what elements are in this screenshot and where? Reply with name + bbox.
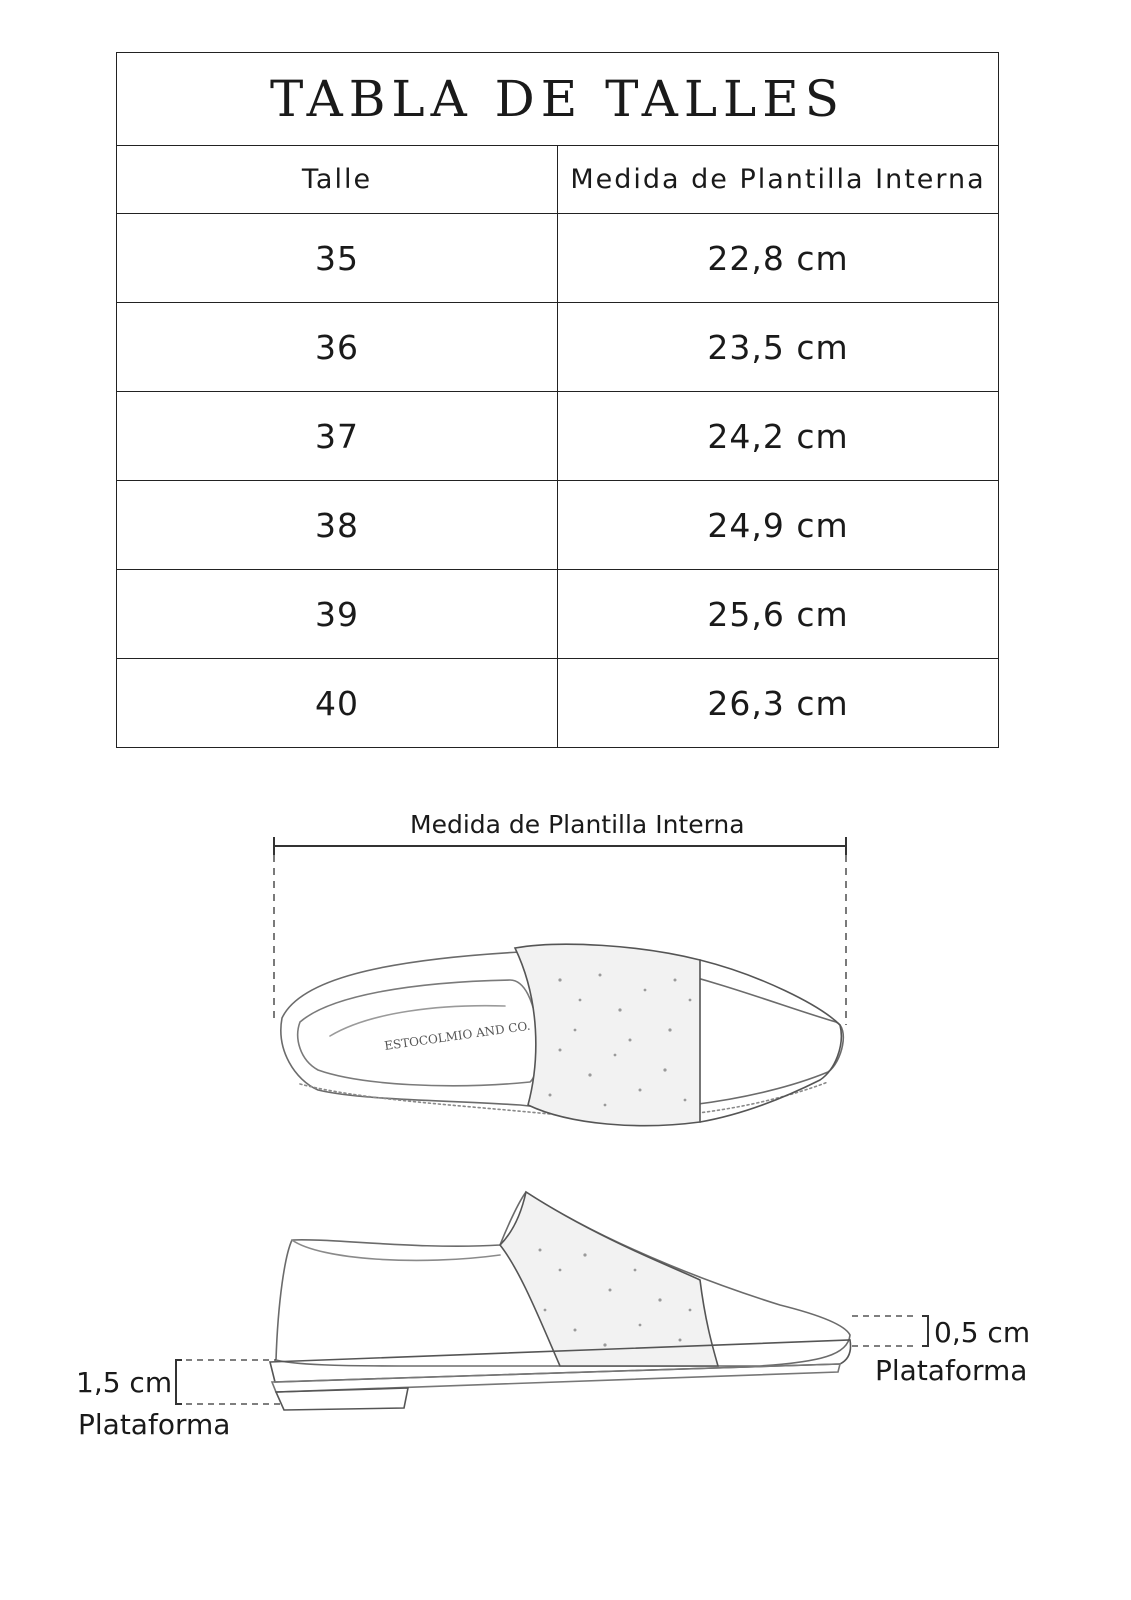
length-label: Medida de Plantilla Interna	[410, 810, 745, 839]
toe-height-value: 0,5 cm	[934, 1316, 1031, 1349]
table-row	[117, 214, 999, 303]
toe-platform-label: Plataforma	[875, 1354, 1028, 1387]
shoe-side-view-sketch	[270, 1192, 851, 1410]
table-row	[117, 392, 999, 481]
header-size: Talle	[117, 146, 558, 214]
size-cell: 35	[117, 214, 558, 303]
size-cell: 39	[117, 570, 558, 659]
insole-brand-text: ESTOCOLMIO AND CO.	[383, 1018, 532, 1053]
measure-cell: 26,3 cm	[558, 659, 999, 748]
shoe-diagram	[0, 800, 1131, 1580]
measure-cell: 23,5 cm	[558, 303, 999, 392]
size-cell: 40	[117, 659, 558, 748]
header-row	[117, 146, 999, 214]
measure-cell: 25,6 cm	[558, 570, 999, 659]
heel-height-value: 1,5 cm	[76, 1366, 173, 1399]
heel-platform-label: Plataforma	[78, 1408, 231, 1441]
table-row	[117, 570, 999, 659]
table-row	[117, 481, 999, 570]
title-row	[117, 53, 999, 146]
size-cell: 36	[117, 303, 558, 392]
chart-title: TABLA DE TALLES	[117, 53, 999, 146]
table-row	[117, 303, 999, 392]
table-row	[117, 659, 999, 748]
toe-height-indicator	[852, 1316, 928, 1346]
header-measure: Medida de Plantilla Interna	[558, 146, 999, 214]
measure-cell: 24,9 cm	[558, 481, 999, 570]
heel-height-indicator	[176, 1360, 284, 1404]
measure-cell: 22,8 cm	[558, 214, 999, 303]
measure-cell: 24,2 cm	[558, 392, 999, 481]
shoe-top-view-sketch	[281, 944, 843, 1125]
size-cell: 38	[117, 481, 558, 570]
size-cell: 37	[117, 392, 558, 481]
size-chart-table	[116, 52, 999, 748]
